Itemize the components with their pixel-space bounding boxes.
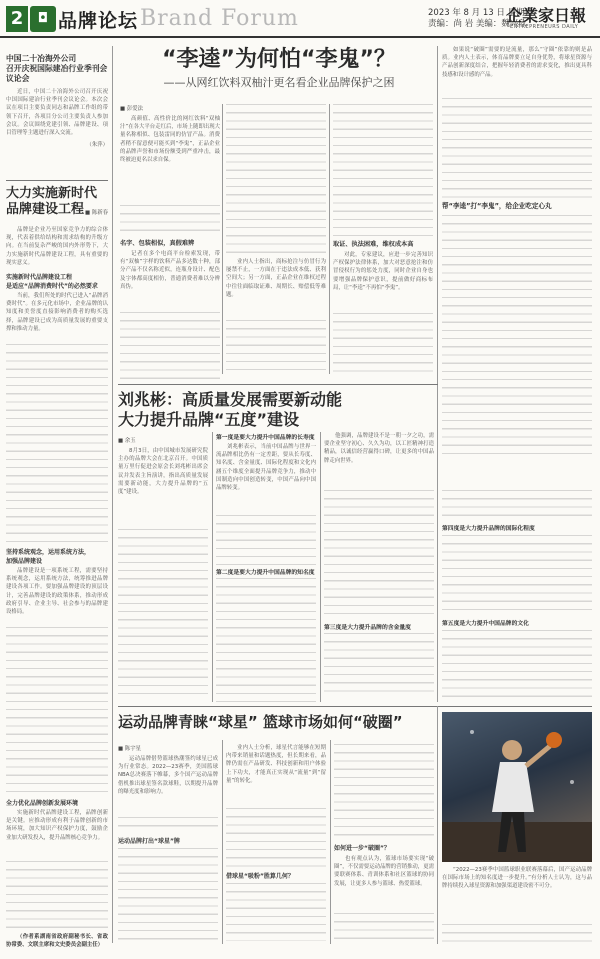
- main-col-2: [226, 104, 326, 384]
- masthead-en: ENTREPRENEURS DAILY: [510, 24, 579, 30]
- main-col-1: [120, 104, 220, 384]
- left-mid-body-4: 实施新时代品牌建设工程，品牌创新是关键。应推动形成有利于品牌创新的市场环境，加大知识产权保护力度，鼓励企业加大研发投入，提升品牌核心竞争力。: [6, 810, 108, 841]
- right-body-b: “2022—23赛季中国篮球职业联赛落幕后，国产运动品牌在国际市场上的知名度进一步提升。”有分析人士认为，这与品牌持续投入球星资源和加强渠道建设密不可分。: [442, 867, 592, 890]
- column-divider: [437, 486, 438, 702]
- bottom-author: ■ 陈宇星: [118, 746, 141, 752]
- column-divider: [329, 104, 330, 374]
- mid-subhead-3: 第三度是大力提升品牌的含金量度: [324, 625, 411, 631]
- left-top-body: 近日，中国二十冶海外公司召开庆祝中国国际建冶行业季刊会议论会。本次会议在项目主要负责同志和品牌工作组的带领下召开，各项目分公司主要负责人参加会议。会议围绕党建引领、品牌建设、项目管理等主题进行深入交流。: [6, 89, 108, 137]
- basketball-photo: [442, 712, 592, 862]
- main-body-c: 业内人士指出，商标抢注与仿冒行为屡禁不止，一方面在于违法成本低、获利空间大；另一方面，正品企业在维权过程中往往面临取证难、周期长、赔偿低等难题。: [226, 259, 326, 298]
- mid-divider-top: [118, 384, 438, 385]
- section-title-en: Brand Forum: [140, 6, 299, 31]
- mid-col-4-text-b: [442, 535, 592, 615]
- column-divider: [320, 432, 321, 702]
- main-subhead-2: 取证、执法困难，维权成本高: [333, 241, 414, 248]
- main-subhead-3: 帮“李逵”打“李鬼”，给企业吃定心丸: [442, 202, 552, 210]
- bottom-col-2-more-b: [226, 883, 326, 941]
- bottom-subhead-2: 借球星“吸粉”胜算几何？: [226, 873, 294, 880]
- main-body-b-more: [120, 312, 220, 382]
- left-mid-author: ■ 陈新春: [85, 210, 108, 216]
- main-col-3: [333, 104, 433, 384]
- bottom-body-c: 也有观点认为，篮球市场要实现“破圈”，不仅需要运动品牌的营销推动，更需要联赛体系、青训体系和社区篮球的协同发展，让更多人参与篮球、热爱篮球。: [334, 856, 434, 887]
- main-subtitle: ——从网红饮料双柚汁更名看企业品牌保护之困: [163, 76, 395, 89]
- left-mid-body-2: 当前，我们所处的时代已进入“品牌消费时代”。在多元化市场中，企业品牌的认知度和美誉度直接影响消费者的购买选择，品牌建设已成为高质量发展的重要支撑和推动力量。: [6, 293, 108, 332]
- section-title: 品牌论坛: [58, 10, 139, 32]
- main-body-a: 高颜值、高性价比的网红饮料“双柚汁”在各大平台走红后，市场上随即出现大量名称相似、包装雷同的仿冒产品。消费者稍不留意便可能买到“李鬼”，正品企业的品牌声誉和市场份额受到严重冲击，最终被迫更名以求自保。: [120, 116, 220, 164]
- bottom-body-b: 业内人士分析，球星代言能够在短期内带来销量和话题热度，但长期来看，品牌仍需在产品研发、科技创新和用户体验上下功夫，才能真正实现从“流量”到“留量”的转化。: [226, 745, 326, 784]
- left-mid-body-1: 品牌是企业乃至国家竞争力的综合体现，代表着供给结构和需求结构的升级方向。在当前复杂严峻的国内外形势下，大力实施新时代品牌建设工程，具有重要的现实意义。: [6, 227, 108, 266]
- left-mid-subhead-1b: 是适应“品牌消费时代”的必然要求: [6, 283, 98, 290]
- bottom-article-header: [118, 712, 478, 732]
- column-divider: [212, 432, 213, 702]
- left-mid-body-3: 品牌建设是一项系统工程，需要坚持系统观念，运用系统方法，统筹推进品牌建设各项工作。要加强品牌建设的顶层设计，完善品牌建设的政策体系，推动形成政府引导、企业主导、社会参与的品牌建设格局。: [6, 568, 108, 616]
- right-top-column: [442, 46, 592, 486]
- left-mid-subhead-1: 实施新时代品牌建设工程: [6, 274, 73, 281]
- mid-article-header: [118, 390, 438, 430]
- mid-subhead-1: 第一度是要大力提升中国品牌的长寿度: [216, 435, 315, 441]
- mid-col-4-text-c: [442, 630, 592, 700]
- mid-col-3-more-a: [324, 490, 434, 620]
- bottom-subhead-3: 如何进一步“破圈”？: [334, 845, 390, 852]
- mid-col-3-more-b: [324, 633, 434, 693]
- left-mid-title-1: 大力实施新时代: [6, 186, 98, 201]
- issue-date: 2023 年 8 月 13 日 星期日: [428, 8, 534, 18]
- right-body-a: 如果说“破圈”需要的是流量，那么“守圈”依靠的则是品质。业内人士表示，体育品牌要立足自身优势，将球星资源与产品创新深度结合，把握年轻消费者的需求变化，推出更具科技感和设计感的产品。: [442, 47, 592, 78]
- photo-caption: [442, 866, 592, 944]
- main-body-b: 记者在多个电商平台检索发现，带有“双柚”字样的饮料产品多达数十种，部分产品不仅名称近似，连瓶身设计、配色及字体都高度相仿，普通消费者难以分辨真伪。: [120, 251, 220, 290]
- mid-col-1: [118, 436, 208, 700]
- left-mid-title-2: 品牌建设工程: [6, 202, 85, 217]
- left-top-title-1: 中国二十冶海外公司: [6, 54, 77, 63]
- mid-col-4: [442, 490, 592, 702]
- left-mid-body-2-more: [6, 344, 108, 544]
- mid-subhead-4: 第四度是大力提升品牌的国际化程度: [442, 526, 535, 532]
- main-col-3-text: [333, 104, 433, 236]
- column-divider: [222, 104, 223, 374]
- page-header: [0, 0, 600, 38]
- bottom-col-2-more-a: [226, 808, 326, 868]
- main-article-header: [118, 46, 440, 90]
- photo-caption-more: [442, 924, 592, 944]
- bottom-subhead-1: 运动品牌打出“球星”牌: [118, 838, 180, 845]
- masthead-logo: 企業家日報: [506, 6, 587, 25]
- mid-title-1: 刘兆彬：高质量发展需要新动能: [118, 390, 343, 409]
- bottom-col-3-more-a: [334, 744, 434, 840]
- page-number-badge: 2: [6, 6, 28, 32]
- main-col-3-more: [333, 313, 433, 375]
- section-logo-icon: ◘: [30, 6, 56, 32]
- issue-editors: 责编：尚 岩 美编：魏兴欣: [428, 19, 527, 29]
- left-mid-body-3-more: [6, 627, 108, 795]
- left-mid-body-4-more: [6, 861, 108, 931]
- left-divider: [6, 180, 108, 181]
- bottom-col-1-more-a: [118, 817, 218, 833]
- mid-title-2: 大力提升品牌“五度”建设: [118, 410, 300, 429]
- bottom-col-3-more-b: [334, 913, 434, 943]
- bottom-body-a: 运动品牌借势篮球热潮签约球星已成为行业常态。2022—23赛季，美国篮球NBA总决赛落下帷幕，多个国产运动品牌借机推出球星签名款球鞋，以期提升品牌的曝光度和影响力。: [118, 756, 218, 795]
- mid-body-b: 刘兆彬表示，当前中国品牌与世界一流品牌相比仍有一定差距，要从长寿度、知名度、含金量度、国际化程度和文化内涵五个维度全面提升品牌竞争力，推动中国制造向中国创造转变，中国产品向中国品牌转变。: [216, 444, 316, 492]
- left-mid-subhead-2: 坚持系统观念，运用系统方法，: [6, 549, 91, 556]
- mid-col-2: [216, 432, 316, 702]
- left-mid-subhead-3: 全力优化品牌创新发展环境: [6, 800, 79, 807]
- mid-body-a: 8月3日，由中国城市发展研究院主办的品牌大会在北京召开。中国质量万里行促进会原会长刘兆彬出席会议并发表主旨演讲，指出高质量发展需要新动能，大力提升品牌的“五度”建设。: [118, 448, 208, 496]
- mid-col-1-more: [118, 529, 208, 699]
- left-top-title-2: 召开庆祝国际建冶行业季刊会议论会: [6, 64, 108, 83]
- left-mid-subhead-2b: 加强品牌建设: [6, 558, 43, 565]
- main-author: ■ 彭爱法: [120, 106, 143, 112]
- bottom-divider-top: [118, 706, 592, 707]
- right-top-more: [442, 215, 592, 455]
- header-divider: [0, 36, 600, 38]
- column-divider: [437, 706, 438, 944]
- main-body-a-more: [120, 205, 220, 235]
- basketball-player-illustration: [442, 712, 592, 862]
- mid-col-2-more-a: [216, 515, 316, 565]
- bottom-col-2: [226, 744, 326, 944]
- left-top-author: （朱萍）: [86, 142, 108, 148]
- mid-body-c: 他强调，品牌建设不是一朝一夕之功，需要企业坚守初心、久久为功，以工匠精神打造精品，以诚信经营赢得口碑，让更多的中国品牌走向世界。: [324, 433, 434, 464]
- mid-col-2-more-b: [216, 578, 316, 708]
- mid-col-3: [324, 432, 434, 702]
- column-divider: [112, 46, 113, 943]
- mid-subhead-5: 第五度是大力提升中国品牌的文化: [442, 621, 529, 627]
- right-body-a-more: [442, 98, 592, 198]
- column-divider: [330, 740, 331, 944]
- main-col-2-text: [226, 104, 326, 254]
- left-mid-article: [6, 186, 108, 959]
- bottom-title: 运动品牌青睐“球星” 篮球市场如何“破圈”: [118, 713, 403, 731]
- main-col-2-more: [226, 320, 326, 370]
- mid-col-4-text-a: [442, 490, 592, 520]
- main-title: “李逵”为何怕“李鬼”？: [162, 47, 396, 72]
- main-subhead-1: 名字、包装相似，真假难辨: [120, 240, 195, 247]
- mid-subhead-2: 第二度是要大力提升中国品牌的知名度: [216, 570, 315, 576]
- left-top-article: [6, 54, 108, 148]
- bottom-col-3: [334, 744, 434, 944]
- left-mid-footnote: （作者系湖南省政府副秘书长、省政协常委、文联主席和文史委员会副主任）: [6, 934, 108, 949]
- mid-author: ■ 余玉: [118, 438, 136, 444]
- bottom-col-1: [118, 744, 218, 944]
- column-divider: [222, 740, 223, 944]
- bottom-col-1-more-b: [118, 848, 218, 946]
- main-body-d: 对此，专家建议，应进一步完善知识产权保护法律体系，加大对恶意抢注和仿冒侵权行为的惩处力度，同时企业自身也要增强品牌保护意识，提前做好商标布局，让“李逵”不再怕“李鬼”。: [333, 252, 433, 291]
